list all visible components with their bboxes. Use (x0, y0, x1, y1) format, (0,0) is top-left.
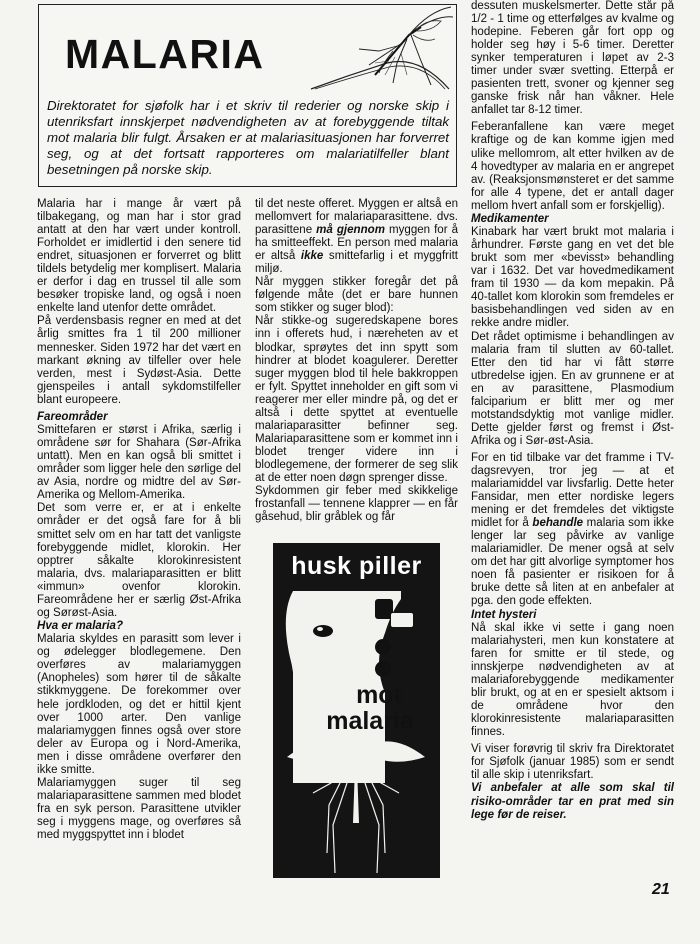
text-run: myggen for å ha smitteeffekt. En person med malaria er altså (255, 224, 459, 263)
paragraph: Det som verre er, er at i enkelte områder er det også fare for å bli smittet selv om en har tatt det vanligste forebyggende midlet, klorokin. Her opptrer såkalte klorokinresistent malaria, dvs. malariaparasitten er blitt «immun» ovenfor klorokin. Fareområdene her er særlig Øst-Afrika og Sørøst-Asia. (37, 502, 241, 619)
section-heading: Medikamenter (471, 212, 549, 225)
section-heading: Hva er malaria? (37, 619, 124, 632)
paragraph: Malariamyggen suger til seg malariaparasittene sammen med blodet fra en syk person. Parasittene utvikler seg i myggens mage, og overføres så med myggspyttet inn i blodet (37, 776, 241, 841)
poster-headline: husk piller (291, 552, 422, 580)
paragraph: Vi viser forøvrig til skriv fra Direktoratet for Sjøfolk (januar 1985) som er sendt til alle skip i utenriksfart. (471, 743, 674, 782)
poster-word-mot: mot (356, 681, 402, 709)
article-header-box (38, 4, 457, 187)
emphasis: behandle (532, 517, 584, 530)
paragraph: Nå skal ikke vi sette i gang noen malariahysteri, men kun konstatere at faren for smitte er til stede, og innskjerpe nødvendigheten av at malariaforebyggende medikamenter blir brukt, og at en er spesielt aktsom i de områdene hvor den klorokinresistente malariaparasitten finnes. (471, 621, 674, 739)
paragraph: dessuten muskelsmerter. Dette står på 1/2 - 1 time og etterfølges av kvalme og hodepine. Feberen går fort opp og holder seg høy i 5-6 timer. Deretter synker temperaturen i løpet av 2-3 timer under svær svetting. Etterpå er pasienten trett, svoner og kjenner seg ganske frisk når han våkner. Hele anfallet tar 8-12 timer. (471, 0, 674, 117)
article-title: MALARIA (65, 31, 265, 77)
paragraph: Smittefaren er størst i Afrika, særlig i områdene sør for Shahara (Sør-Afrika untatt). Men en kan også bli smittet i områder som ligger hele den sørlige del av Asia, nordre og midtre del av Sør-Amerika og Mellom-Amerika. (37, 424, 241, 502)
emphasis: ikke (300, 250, 324, 263)
text-run: smittefarlig i et myggfritt miljø. (255, 250, 459, 276)
paragraph: Når stikke-og sugeredskapene bores inn i offerets hud, i næreheten av et blodkar, sprøytes det inn spytt som hindrer at blodet koagulerer. Deretter suger myggen blod til hele bakkroppen er fylt. Spyttet inneholder en gift som vi reagerer mer eller mindre på, og det er altså i dette spyttet at eventuelle malariaparasitter befinner seg. Malariaparasittene som er kommet inn i blodet trenger videre inn i blodlegemene, der formerer de seg slik at de etter noen døgn sprenger disse. (255, 315, 458, 484)
section-heading: Fareområder (37, 410, 108, 423)
husk-piller-poster (273, 543, 440, 878)
paragraph: Kinabark har vært brukt mot malaria i århundrer. Første gang en vet det ble brukt som mer «bevisst» behandling var i 1632. Det var hovedmedikament fram til 1930 — da kom mepakin. På 40-tallet kom klorokin som fremdeles er basisbehandlingen ved siden av en rekke andre midler. (471, 226, 674, 330)
paragraph: På verdensbasis regner en med at det årlig smittes fra 1 til 200 millioner mennesker. Siden 1972 har det vært en markant økning av tilfeller over hele verden, mest i Sydøst-Asia. Dette gjenspeiles i antall sykdomstilfeller blant europeere. (37, 315, 241, 406)
paragraph: Feberanfallene kan være meget kraftige og de kan komme igjen med ulike mellomrom, alt etter hvilken av de 4 hovedtyper av malaria en er angrepet av. (Reaksjonsmønsteret er det samme for alle 4 typene, det er antall dager mellom hvert anfall som er forskjellig). (471, 121, 674, 212)
paragraph (255, 198, 458, 276)
emphasis: må gjennom (316, 224, 385, 237)
text-run: til det neste offeret. Myggen er altså en mellomvert for malariaparasittene. dvs. parasittene (255, 198, 458, 237)
paragraph: Det rådet optimisme i behandlingen av malaria fram til slutten av 60-tallet. Etter den tid har vi fått større utbredelse igjen. En av grunnene er at en av parasittene, Plasmodium falciparium er blitt mer og mer motstandsdyktig mot vanlige midler. Dette gjelder først og fremst i Øst-Afrika og i Sør-øst-Asia. (471, 330, 674, 447)
article-lead: Direktoratet for sjøfolk har i et skriv til rederier og norske skip i utenriksfart innskjerpet nødvendigheten av at forebyggende tiltak mot malaria blir fulgt. Årsaken er at malariasituasjonen har forverret seg, og at det fortsatt rapporteres om malariatilfeller blant besetningen på norske skip. (47, 98, 449, 178)
paragraph (471, 452, 674, 609)
paragraph: Sykdommen gir feber med skikkelige frostanfall — tennene klapprer — en får gåsehud, blir gråblek og får (255, 485, 458, 524)
section-heading: Intet hysteri (471, 608, 537, 621)
mosquito-illustration (309, 5, 455, 91)
paragraph: Malaria skyldes en parasitt som lever i og ødelegger blodlegemene. Den overføres av malariamyggen (Anopheles) som hører til de såkalte stikkmyggene. De forekommer over hele jordkloden, og det er hittil kjent over 1000 arter. Den vanlige malariamyggen finnes også over store deler av Europa og i Nord-Amerika, men i disse områdene overfører den ikke smitte. (37, 633, 241, 776)
closing-recommendation (471, 782, 674, 821)
text-column-2 (255, 198, 458, 524)
paragraph: Malaria har i mange år vært på tilbakegang, og man har i stor grad antatt at den har vært under kontroll. Forholdet er imidlertid i den senere tid endret, situasjonen er forverret og blitt tildels betydelig mer komplisert. Malaria er derfor i dag en trussel til alle som besøker tropiske land, og også i noen enkelte land utenfor dette området. (37, 198, 241, 315)
poster-word-malaria: malaria (326, 707, 414, 735)
text-run: For en tid tilbake var det framme i TV-dagsrevyen, tror jeg — at et malariamiddel var livsfarlig. Dette heter Fansidar, men etter nordiske legers mening er det fremdeles det viktigste midlet for å (471, 451, 674, 530)
text-run: Vi anbefaler at alle som skal til risiko-områder tar en prat med sin lege før de reiser. (471, 782, 674, 821)
text-column-1 (37, 198, 241, 842)
paragraph: Når myggen stikker foregår det på følgende måte (det er bare hunnen som stikker og suger blod): (255, 276, 458, 315)
page-number: 21 (652, 881, 670, 898)
text-column-3 (471, 0, 674, 822)
text-run: malaria som ikke lenger lar seg påvirke av vanlige malariamidler. De mener også at selv om det har gitt alvorlige symptomer hos noen få pasienter er risikoen for å bruke dette så liten at en anbefaler at pga. den gode effekten. (471, 517, 674, 608)
